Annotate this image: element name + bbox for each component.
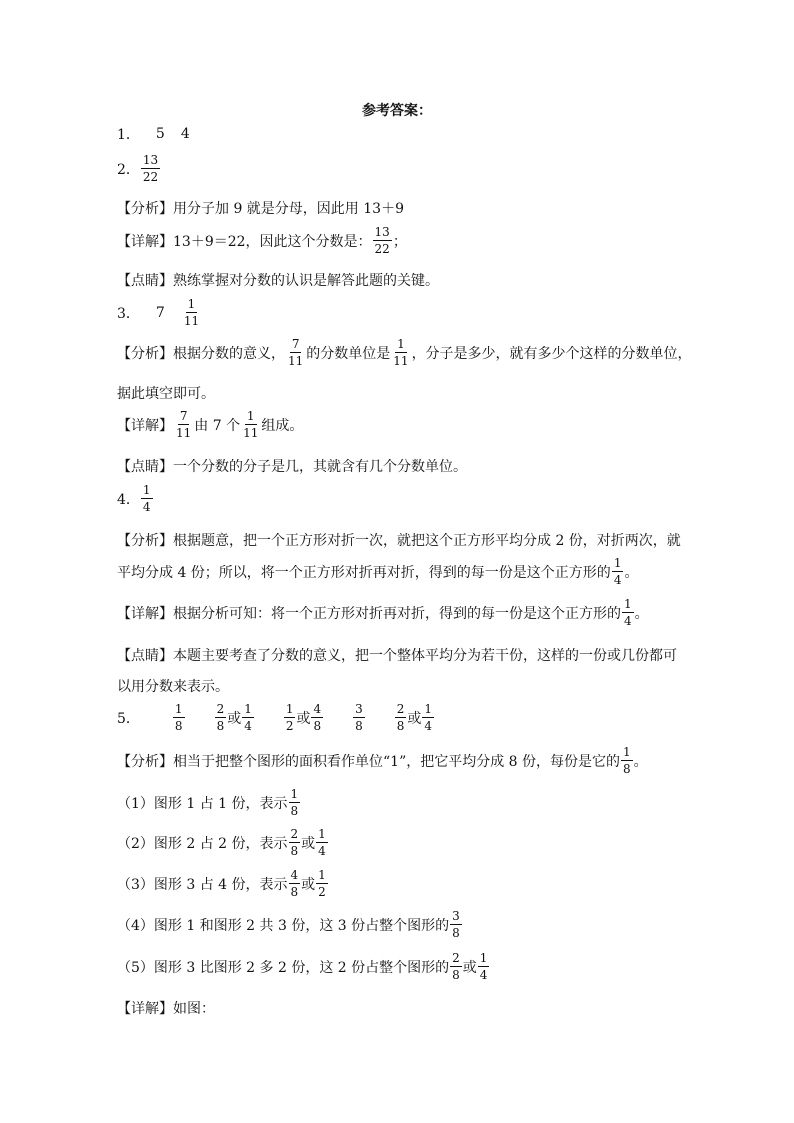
q2-answer-fraction: $\frac{13}{22}$	[142, 153, 159, 184]
fraction: $\frac{4}{8}$	[313, 702, 322, 733]
fraction: $\frac{4}{8}$	[290, 868, 299, 899]
q1-answer	[117, 124, 190, 144]
q3-detail: 【详解】 $\frac{7}{11}$ 由 7 个 $\frac{1}{11}$ 组成。	[117, 409, 304, 440]
q2-analysis: 【分析】用分子加 9 就是分母，因此用 13＋9	[117, 201, 404, 217]
fraction: $\frac{1}{4}$	[479, 951, 488, 982]
fraction: $\frac{3}{8}$	[452, 909, 460, 940]
q3-answer-a: 7	[155, 304, 165, 321]
page-title: 参考答案：	[362, 103, 432, 119]
q2-detail: 【详解】13＋9＝22，因此这个分数是： $\frac{13}{22}$ ；	[117, 225, 407, 256]
fraction: $\frac{1}{8}$	[174, 702, 183, 733]
q1-answer-b: 4	[180, 126, 190, 142]
q3-answer-fraction: $\frac{1}{11}$	[183, 297, 200, 328]
q5-item-5: （5）图形 3 比图形 2 多 2 份，这 2 份占整个图形的 $\frac{2}{8}$ 或 $\frac{1}{4}$	[117, 951, 488, 982]
fraction: $\frac{2}{8}$	[290, 827, 299, 858]
q2-comment: 【点睛】熟练掌握对分数的认识是解答此题的关键。	[117, 273, 439, 289]
fraction: $\frac{3}{8}$	[355, 702, 363, 733]
fraction: $\frac{1}{2}$	[318, 868, 326, 899]
q5-item-4: （4）图形 1 和图形 2 共 3 份，这 3 份占整个图形的 $\frac{3}{8}$	[117, 909, 460, 940]
fraction: $\frac{1}{2}$	[285, 702, 294, 733]
q5-item-2: （2）图形 2 占 2 份，表示 $\frac{2}{8}$ 或 $\frac{1}{4}$	[117, 827, 326, 858]
q5-detail: 【详解】如图：	[117, 1001, 215, 1017]
fraction: $\frac{2}{8}$	[452, 951, 460, 982]
fraction: $\frac{1}{4}$	[624, 597, 632, 628]
q5-number: 5．	[117, 710, 140, 727]
fraction: $\frac{1}{4}$	[613, 556, 622, 587]
q4-answer-fraction: $\frac{1}{4}$	[142, 483, 151, 514]
fraction: $\frac{1}{8}$	[290, 787, 299, 818]
fraction: $\frac{1}{4}$	[424, 702, 433, 733]
fraction: $\frac{2}{8}$	[216, 702, 225, 733]
q3-analysis: 【分析】根据分数的意义， $\frac{7}{11}$ 的分数单位是 $\frac{1}{11}$ ，分子是多少，就有多少个这样的分数单位，	[117, 337, 692, 368]
q4-answer	[117, 484, 154, 513]
fraction: $\frac{2}{8}$	[396, 702, 405, 733]
q5-item-3: （3）图形 3 占 4 份，表示 $\frac{4}{8}$ 或 $\frac{1}{2}$	[117, 868, 326, 899]
q4-comment-line2: 以用分数来表示。	[117, 679, 229, 695]
fraction: $\frac{1}{11}$	[243, 409, 259, 440]
q4-analysis: 【分析】根据题意，把一个正方形对折一次，就把这个正方形平均分成 2 份，对折两次，就	[117, 533, 681, 549]
fraction: $\frac{1}{8}$	[623, 745, 631, 776]
fraction: $\frac{13}{22}$	[374, 225, 390, 256]
q4-comment: 【点睛】本题主要考查了分数的意义，把一个整体平均分为若干份，这样的一份或几份都可	[117, 648, 677, 664]
q4-analysis-line2: 平均分成 4 份；所以，将一个正方形对折再对折，得到的每一份是这个正方形的 $\frac{1}{4}$ 。	[117, 556, 639, 587]
q2-number: 2．	[117, 161, 140, 178]
q3-number: 3．	[117, 305, 140, 322]
q5-item-1: （1）图形 1 占 1 份，表示 $\frac{1}{8}$	[117, 787, 299, 818]
q3-answer	[117, 298, 202, 327]
fraction: $\frac{7}{11}$	[176, 409, 192, 440]
q2-answer	[117, 154, 161, 183]
fraction: $\frac{1}{4}$	[244, 702, 252, 733]
q5-analysis: 【分析】相当于把整个图形的面积看作单位“1”，把它平均分成 8 份，每份是它的 $\frac{1}{8}$ 。	[117, 745, 648, 776]
fraction: $\frac{7}{11}$	[288, 337, 304, 368]
q1-number: 1．	[117, 127, 140, 143]
q3-analysis-line2: 据此填空即可。	[117, 386, 215, 402]
fraction: $\frac{1}{4}$	[318, 827, 326, 858]
q3-comment: 【点睛】一个分数的分子是几，其就含有几个分数单位。	[117, 459, 467, 475]
fraction: $\frac{1}{11}$	[393, 337, 409, 368]
q1-answer-a: 5	[155, 126, 165, 142]
q5-answer: 5． $\frac{1}{8}$ $\frac{2}{8}$ 或 $\frac{1}{4}$ $\frac{1}{2}$ 或 $\frac{4}{8}$ $\frac{3}{8}$ $\frac{2}{8}$ 或 $\frac{1}{4}$	[117, 702, 433, 733]
q4-detail: 【详解】根据分析可知：将一个正方形对折再对折，得到的每一份是这个正方形的 $\frac{1}{4}$ 。	[117, 597, 649, 628]
q4-number: 4．	[117, 491, 140, 508]
